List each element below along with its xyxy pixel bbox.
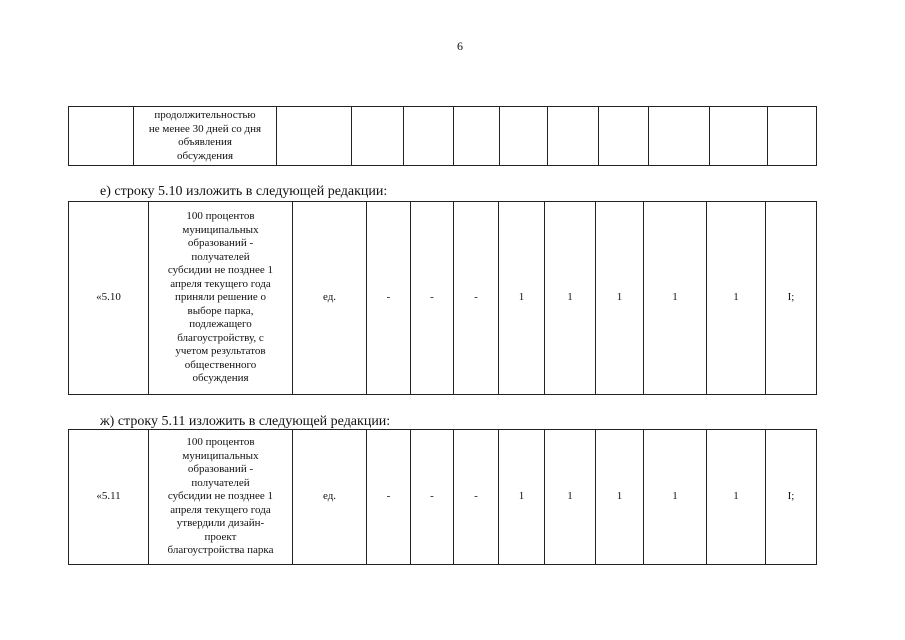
table-row bbox=[69, 430, 817, 565]
row-number: «5.10 bbox=[69, 202, 149, 395]
table-cell bbox=[454, 107, 500, 166]
table-fragment-top bbox=[68, 106, 817, 166]
row-value: 1 bbox=[499, 202, 545, 395]
row-description: 100 процентов муниципальных образований - получателей субсидии не позднее 1 апреля текущего года утвердили дизайн- проект благоустройства парка bbox=[149, 430, 293, 565]
table-cell bbox=[500, 107, 548, 166]
row-value: 1 bbox=[707, 430, 766, 565]
row-number: «5.11 bbox=[69, 430, 149, 565]
page-number: 6 bbox=[457, 39, 463, 53]
row-unit: ед. bbox=[293, 430, 367, 565]
row-value-last: I; bbox=[766, 430, 817, 565]
section-heading-zh: ж) строку 5.11 изложить в следующей редакции: bbox=[100, 414, 391, 429]
table-cell bbox=[69, 107, 134, 166]
row-value-last: I; bbox=[766, 202, 817, 395]
table-cell bbox=[710, 107, 768, 166]
row-value: 1 bbox=[644, 430, 707, 565]
table-row bbox=[69, 202, 817, 395]
table-cell bbox=[548, 107, 599, 166]
table-cell bbox=[599, 107, 649, 166]
row-unit: ед. bbox=[293, 202, 367, 395]
row-description: продолжительностью не менее 30 дней со дня объявления обсуждения bbox=[134, 107, 277, 166]
table-row-5-10 bbox=[68, 201, 817, 395]
row-value: 1 bbox=[545, 202, 596, 395]
row-value: - bbox=[411, 202, 454, 395]
row-value: - bbox=[454, 202, 499, 395]
row-value: 1 bbox=[596, 430, 644, 565]
row-value: 1 bbox=[499, 430, 545, 565]
row-value: - bbox=[367, 430, 411, 565]
row-value: 1 bbox=[545, 430, 596, 565]
table-cell bbox=[352, 107, 404, 166]
table-cell bbox=[649, 107, 710, 166]
table-cell bbox=[404, 107, 454, 166]
table-row-5-11 bbox=[68, 429, 817, 565]
table-cell bbox=[277, 107, 352, 166]
row-value: 1 bbox=[644, 202, 707, 395]
table-row bbox=[69, 107, 817, 166]
row-value: - bbox=[454, 430, 499, 565]
section-heading-e: е) строку 5.10 изложить в следующей редакции: bbox=[100, 184, 388, 199]
row-value: 1 bbox=[596, 202, 644, 395]
row-description: 100 процентов муниципальных образований - получателей субсидии не позднее 1 апреля текущего года приняли решение о выборе парка, подлежащего благоустройству, с учетом результатов общественного обсуждения bbox=[149, 202, 293, 395]
row-value: 1 bbox=[707, 202, 766, 395]
row-value: - bbox=[411, 430, 454, 565]
row-value: - bbox=[367, 202, 411, 395]
table-cell bbox=[768, 107, 817, 166]
